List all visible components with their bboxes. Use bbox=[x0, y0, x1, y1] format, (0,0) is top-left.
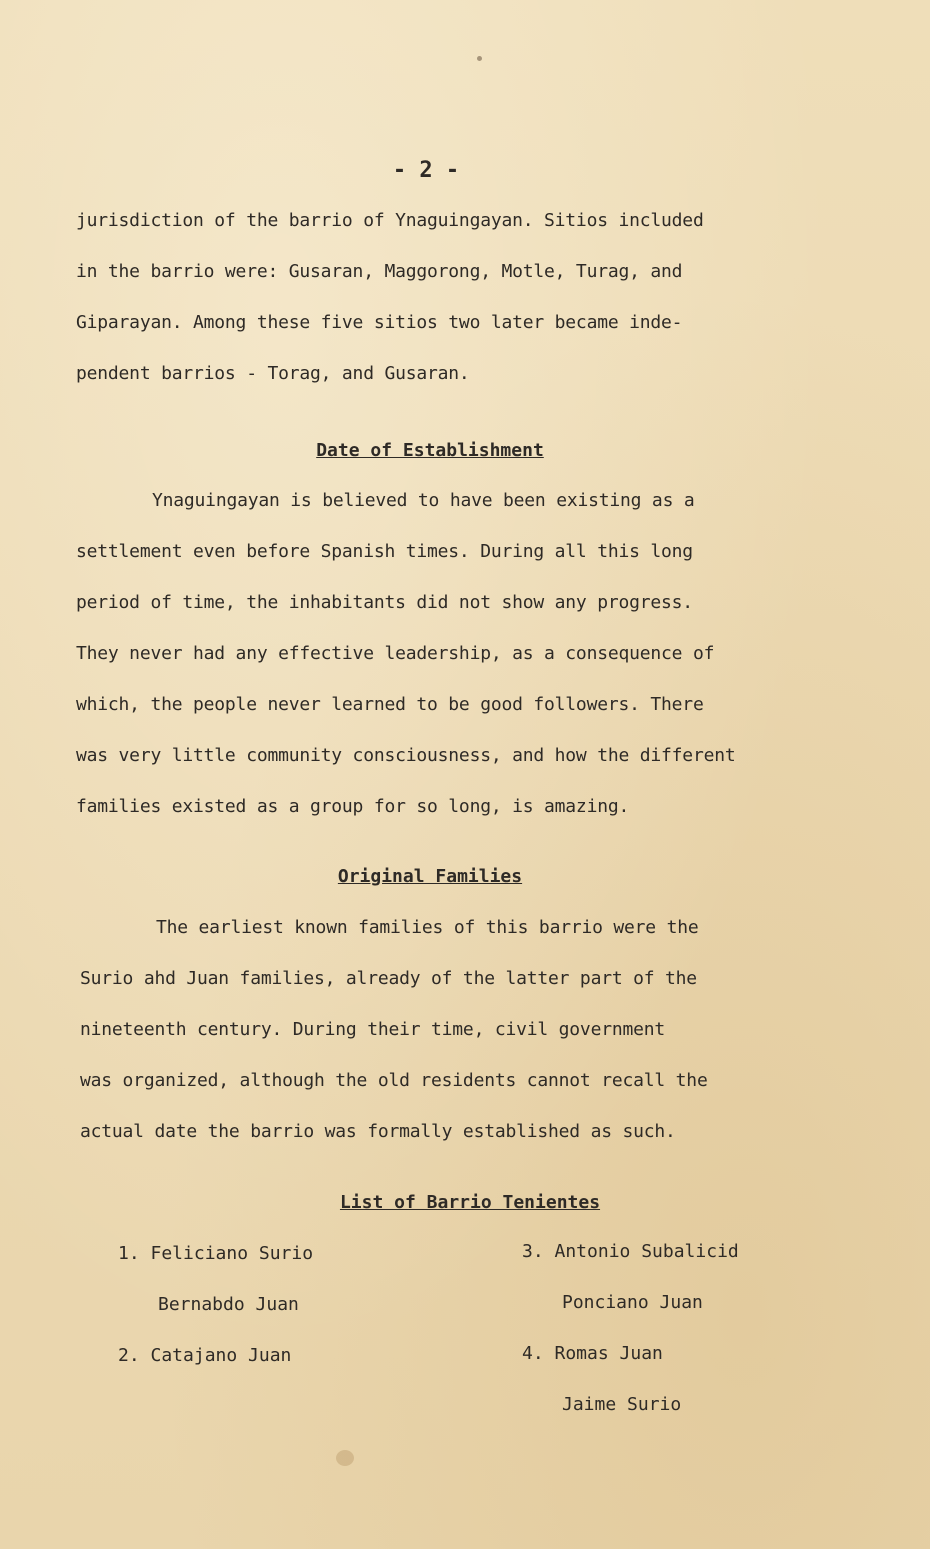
text-line: which, the people never learned to be good followers. There bbox=[76, 694, 704, 715]
text-line: Surio ahd Juan families, already of the latter part of the bbox=[80, 968, 697, 989]
tenientes-right-column bbox=[522, 1226, 739, 1430]
paper-stain bbox=[336, 1450, 354, 1466]
teniente-entry: 3. Antonio Subalicid bbox=[522, 1241, 739, 1262]
text-line: families existed as a group for so long, is amazing. bbox=[76, 796, 630, 817]
page-number: - 2 - bbox=[392, 158, 460, 183]
teniente-entry: 1. Feliciano Surio bbox=[118, 1243, 314, 1264]
text-line: nineteenth century. During their time, civil government bbox=[80, 1019, 666, 1040]
text-line: was very little community consciousness, and how the different bbox=[76, 745, 736, 766]
teniente-entry: 2. Catajano Juan bbox=[118, 1345, 292, 1366]
families-heading: Original Families bbox=[337, 866, 523, 887]
text-line: Giparayan. Among these five sitios two later became inde- bbox=[76, 312, 683, 333]
teniente-entry: Jaime Surio bbox=[562, 1394, 682, 1415]
text-line: pendent barrios - Torag, and Gusaran. bbox=[76, 363, 470, 384]
tenientes-left-column bbox=[118, 1228, 313, 1381]
intro-paragraph bbox=[76, 195, 876, 399]
tenientes-heading: List of Barrio Tenientes bbox=[339, 1192, 601, 1213]
families-paragraph bbox=[80, 902, 880, 1157]
text-line: Ynaguingayan is believed to have been existing as a bbox=[152, 490, 695, 511]
text-line: The earliest known families of this barrio were the bbox=[156, 917, 699, 938]
teniente-entry: 4. Romas Juan bbox=[522, 1343, 663, 1364]
text-line: was organized, although the old residents cannot recall the bbox=[80, 1070, 708, 1091]
establishment-paragraph bbox=[76, 475, 876, 832]
paper-stain bbox=[477, 56, 482, 61]
text-line: period of time, the inhabitants did not show any progress. bbox=[76, 592, 693, 613]
text-line: They never had any effective leadership, as a consequence of bbox=[76, 643, 715, 664]
teniente-entry: Ponciano Juan bbox=[562, 1292, 703, 1313]
text-line: in the barrio were: Gusaran, Maggorong, Motle, Turag, and bbox=[76, 261, 683, 282]
text-line: settlement even before Spanish times. During all this long bbox=[76, 541, 693, 562]
text-line: jurisdiction of the barrio of Ynaguingayan. Sitios included bbox=[76, 210, 704, 231]
text-line: actual date the barrio was formally established as such. bbox=[80, 1121, 676, 1142]
establishment-heading: Date of Establishment bbox=[316, 440, 544, 461]
teniente-entry: Bernabdo Juan bbox=[158, 1294, 299, 1315]
